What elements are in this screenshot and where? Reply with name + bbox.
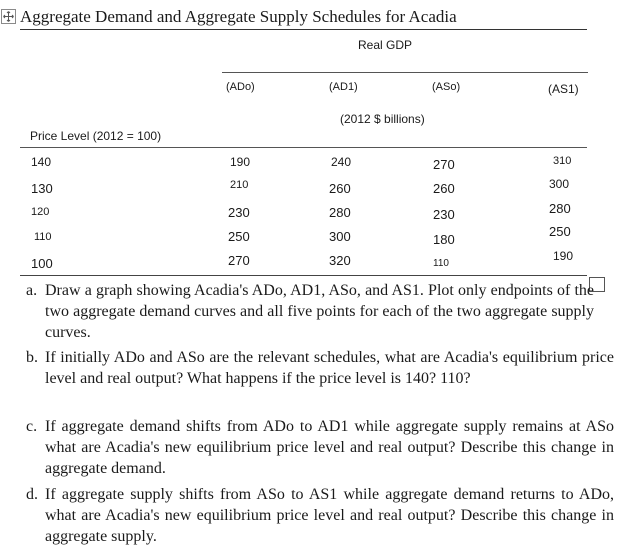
cell-ado: 190	[230, 155, 251, 169]
cell-aso: 180	[433, 232, 455, 247]
cell-as1: 280	[549, 201, 571, 216]
cell-price: 130	[31, 181, 53, 196]
cell-ad1: 320	[329, 253, 351, 268]
col-header-as1: (AS1)	[548, 82, 579, 96]
question-b	[26, 347, 614, 389]
cell-price: 110	[34, 231, 52, 243]
cell-aso: 260	[433, 181, 455, 196]
cell-aso: 270	[433, 157, 455, 172]
cell-ado: 230	[228, 205, 250, 220]
cell-price: 140	[31, 155, 52, 169]
question-label: a.	[26, 282, 38, 299]
cell-aso: 110	[433, 258, 449, 269]
question-text: If aggregate supply shifts from ASo to AS1 while aggregate demand returns to ADo, what are Acadia's new equilibrium price level and real output? Describe this change in aggregate supply.	[45, 486, 614, 545]
cell-as1: 310	[553, 155, 572, 167]
question-text: Draw a graph showing Acadia's ADo, AD1, ASo, and AS1. Plot only endpoints of the two aggregate demand curves and all five points for each of the two aggregate supply curves.	[45, 282, 594, 341]
cell-as1: 300	[549, 177, 570, 191]
question-label: c.	[26, 418, 38, 435]
cell-ad1: 300	[329, 229, 351, 244]
question-d	[26, 484, 614, 547]
table-move-handle-icon[interactable]	[1, 9, 16, 24]
cell-price: 100	[31, 256, 53, 271]
cell-ado: 250	[228, 229, 250, 244]
cell-ado: 210	[230, 179, 249, 191]
row-header-rule	[20, 147, 587, 148]
cell-aso: 230	[433, 207, 455, 222]
cell-ado: 270	[228, 253, 250, 268]
cell-as1: 190	[553, 249, 574, 263]
cell-ad1: 240	[331, 155, 352, 169]
col-header-ad1: (AD1)	[329, 81, 358, 93]
cell-ad1: 280	[329, 205, 351, 220]
real-gdp-header: Real GDP	[358, 38, 413, 52]
row-header-price-level: Price Level (2012 = 100)	[30, 129, 162, 143]
question-label: d.	[26, 486, 38, 503]
question-text: If initially ADo and ASo are the relevant schedules, what are Acadia's equilibrium price level and real output? What happens if the price level is 140? 110?	[45, 349, 614, 387]
question-a	[26, 280, 614, 343]
question-label: b.	[26, 349, 38, 366]
table-title: Aggregate Demand and Aggregate Supply Schedules for Acadia	[20, 7, 457, 26]
cell-price: 120	[31, 206, 50, 218]
cell-ad1: 260	[329, 181, 351, 196]
cell-as1: 250	[549, 224, 571, 239]
col-header-ado: (ADo)	[226, 81, 255, 93]
question-c	[26, 416, 614, 479]
question-text: If aggregate demand shifts from ADo to AD1 while aggregate supply remains at ASo what are Acadia's new equilibrium price level and real output? Describe this change in aggregate demand.	[45, 418, 614, 477]
header-rule	[222, 72, 588, 73]
table-bottom-rule	[20, 275, 587, 276]
col-header-aso: (ASo)	[432, 81, 461, 93]
title-rule	[20, 29, 587, 30]
units-label: (2012 $ billions)	[340, 112, 425, 126]
